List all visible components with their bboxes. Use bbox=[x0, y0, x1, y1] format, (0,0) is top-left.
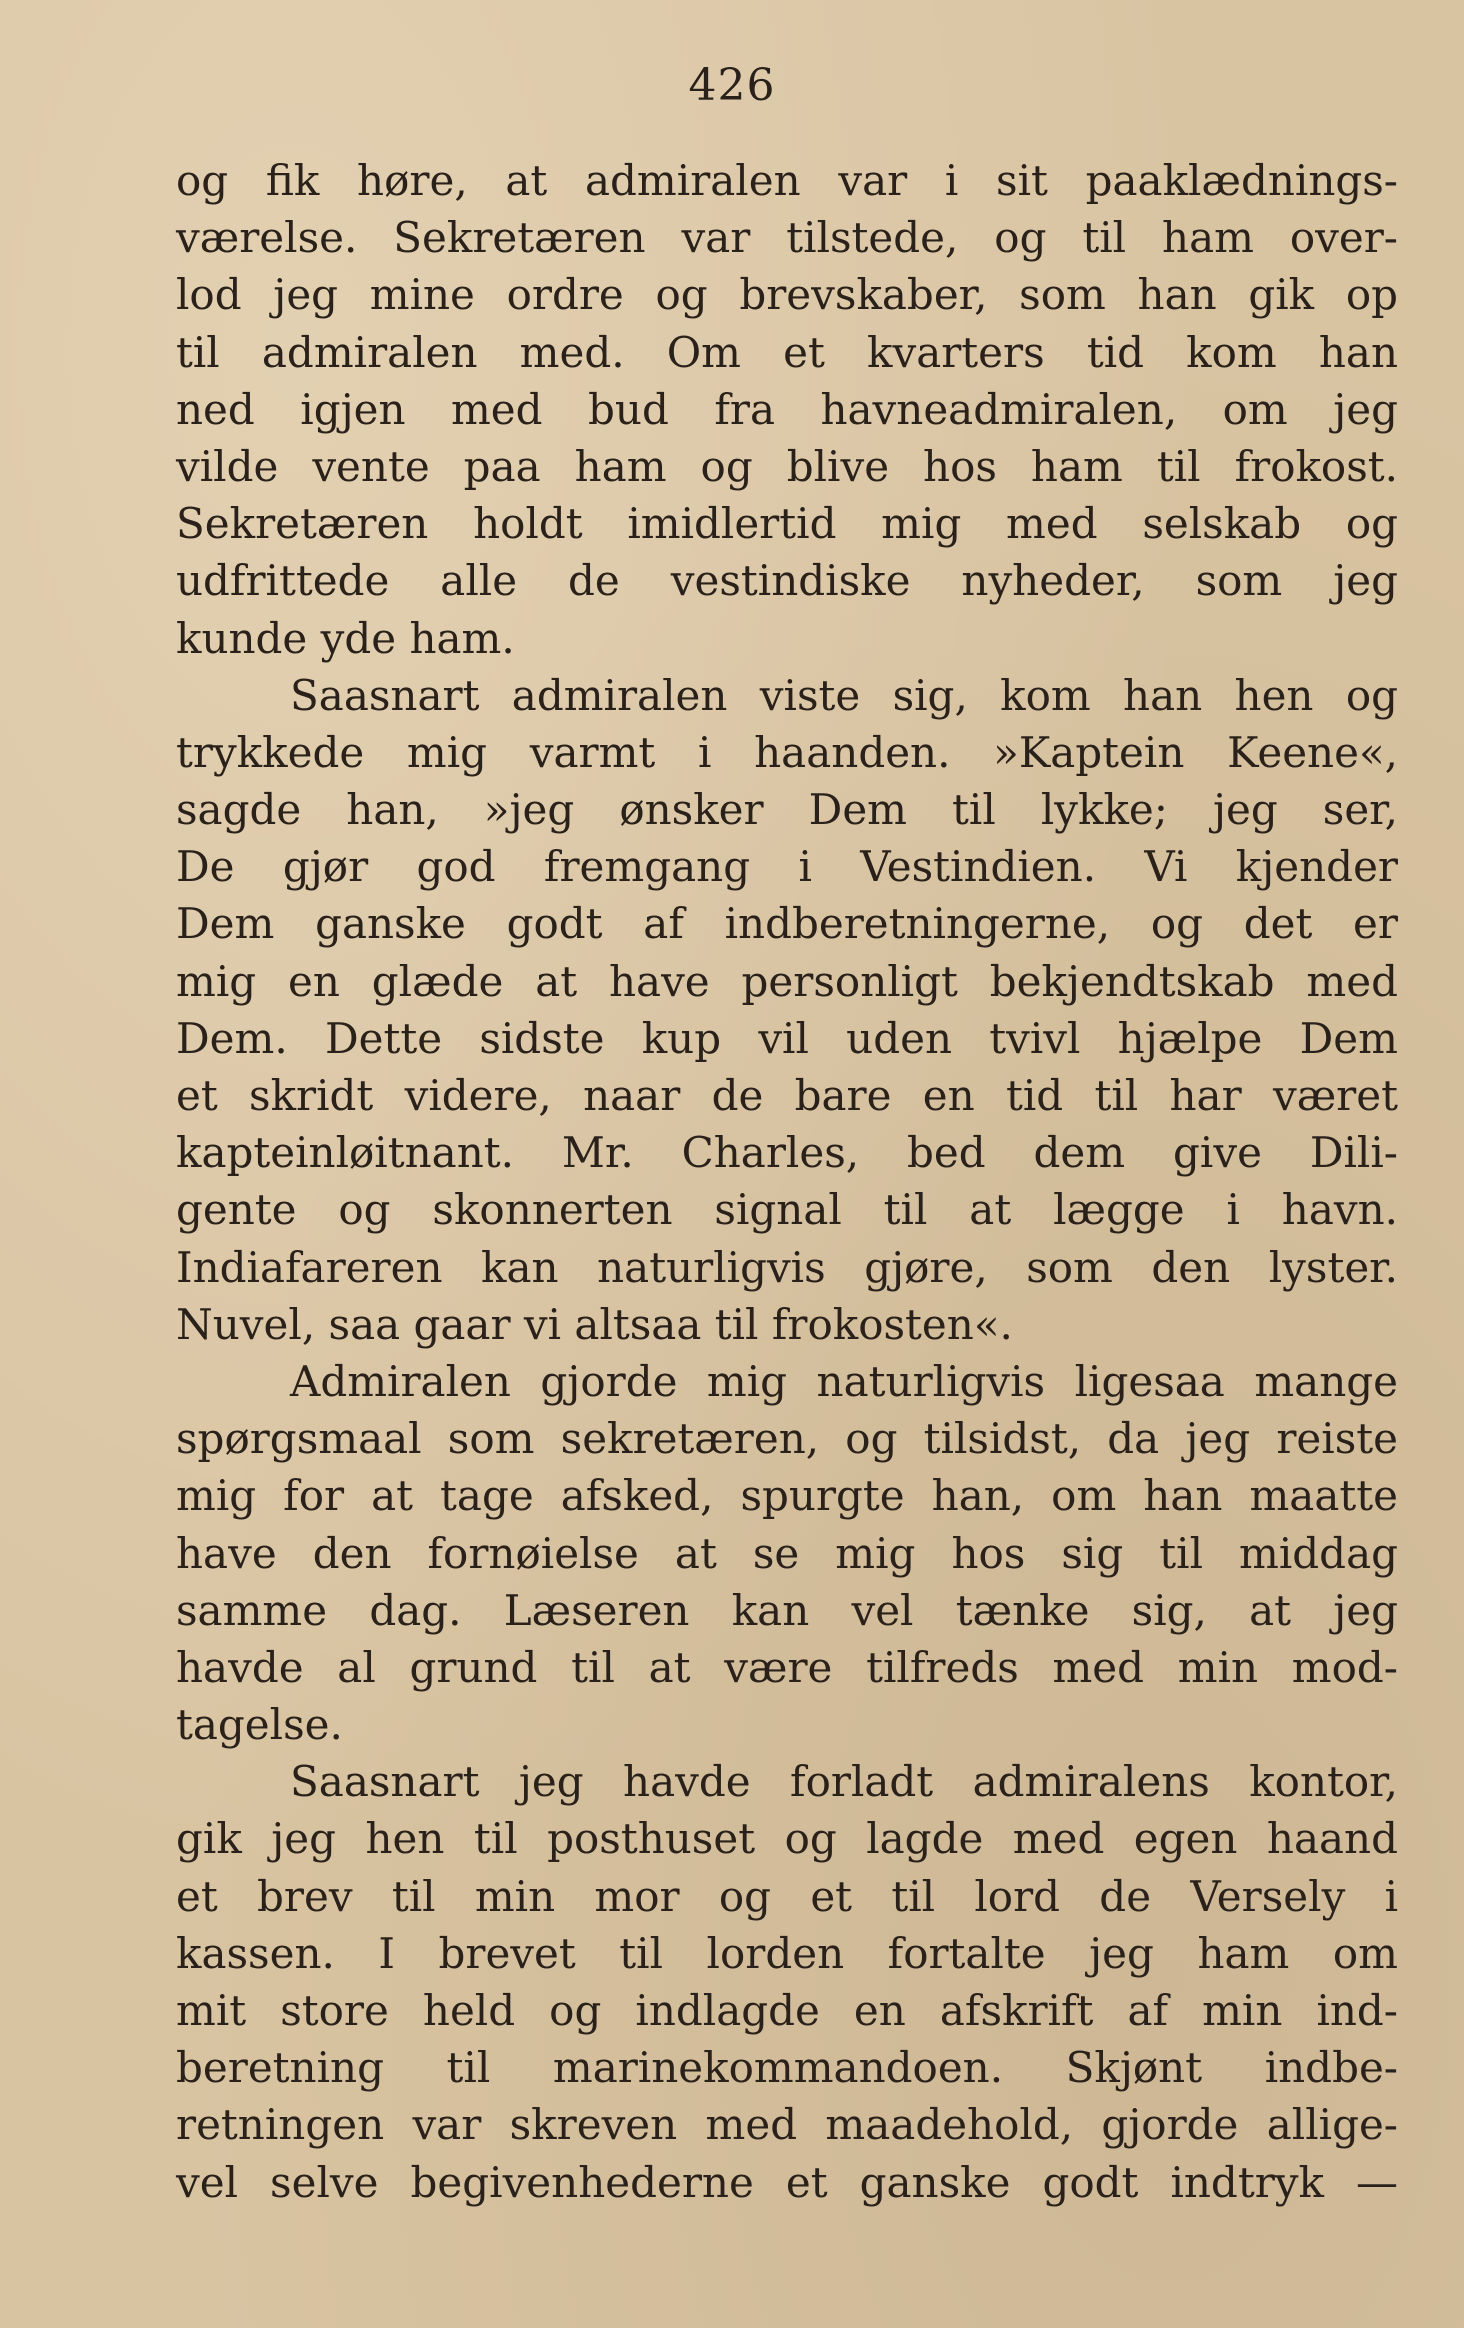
text-line: samme dag. Læseren kan vel tænke sig, at jeg bbox=[176, 1585, 1398, 1635]
text-line: sagde han, »jeg ønsker Dem til lykke; jeg ser, bbox=[176, 785, 1398, 835]
text-line: retningen var skreven med maadehold, gjorde allige- bbox=[176, 2100, 1398, 2150]
text-line: Sekretæren holdt imidlertid mig med selskab og bbox=[176, 499, 1398, 549]
text-line: mig en glæde at have personligt bekjendtskab med bbox=[176, 956, 1398, 1006]
text-line: og fik høre, at admiralen var i sit paaklædnings- bbox=[176, 156, 1398, 205]
text-line: tagelse. bbox=[176, 1700, 343, 1750]
text-line: kassen. I brevet til lorden fortalte jeg ham om bbox=[176, 1928, 1398, 1978]
text-line: et brev til min mor og et til lord de Versely i bbox=[176, 1871, 1398, 1921]
text-line: De gjør god fremgang i Vestindien. Vi kjender bbox=[176, 842, 1398, 892]
text-line: Dem ganske godt af indberetningerne, og det er bbox=[176, 899, 1398, 949]
text-line: Indiafareren kan naturligvis gjøre, som den lyster. bbox=[176, 1242, 1398, 1292]
text-line: mit store held og indlagde en afskrift af min ind- bbox=[176, 1986, 1398, 2035]
text-line: beretning til marinekommandoen. Skjønt indbe- bbox=[176, 2043, 1398, 2093]
text-line: mig for at tage afsked, spurgte han, om han maatte bbox=[176, 1471, 1398, 1521]
text-line: et skridt videre, naar de bare en tid til har været bbox=[176, 1071, 1398, 1120]
text-line: spørgsmaal som sekretæren, og tilsidst, da jeg reiste bbox=[176, 1414, 1398, 1464]
text-line: trykkede mig varmt i haanden. »Kaptein Keene«, bbox=[176, 727, 1398, 777]
text-line: værelse. Sekretæren var tilstede, og til ham over- bbox=[176, 213, 1398, 263]
text-line: Nuvel, saa gaar vi altsaa til frokosten«. bbox=[176, 1299, 1013, 1349]
page-number: 426 bbox=[688, 60, 776, 111]
body-text bbox=[176, 152, 1398, 2211]
text-line: have den fornøielse at se mig hos sig til middag bbox=[176, 1528, 1398, 1578]
text-line: til admiralen med. Om et kvarters tid kom han bbox=[176, 327, 1398, 377]
text-line: vilde vente paa ham og blive hos ham til frokost. bbox=[176, 441, 1398, 491]
text-line: Saasnart admiralen viste sig, kom han hen og bbox=[290, 670, 1398, 720]
text-line: gente og skonnerten signal til at lægge i havn. bbox=[176, 1185, 1398, 1235]
text-line: udfrittede alle de vestindiske nyheder, som jeg bbox=[176, 556, 1398, 606]
text-line: havde al grund til at være tilfreds med min mod- bbox=[176, 1642, 1398, 1692]
text-line: Admiralen gjorde mig naturligvis ligesaa mange bbox=[290, 1356, 1398, 1406]
text-line: vel selve begivenhederne et ganske godt indtryk — bbox=[176, 2157, 1398, 2207]
text-line: kapteinløitnant. Mr. Charles, bed dem give Dili- bbox=[176, 1128, 1398, 1178]
text-line: Saasnart jeg havde forladt admiralens kontor, bbox=[290, 1757, 1398, 1807]
text-line: lod jeg mine ordre og brevskaber, som han gik op bbox=[176, 270, 1398, 320]
text-line: kunde yde ham. bbox=[176, 613, 515, 663]
text-line: gik jeg hen til posthuset og lagde med egen haand bbox=[176, 1814, 1398, 1864]
text-line: ned igjen med bud fra havneadmiralen, om jeg bbox=[176, 384, 1398, 434]
text-line: Dem. Dette sidste kup vil uden tvivl hjælpe Dem bbox=[176, 1013, 1398, 1063]
